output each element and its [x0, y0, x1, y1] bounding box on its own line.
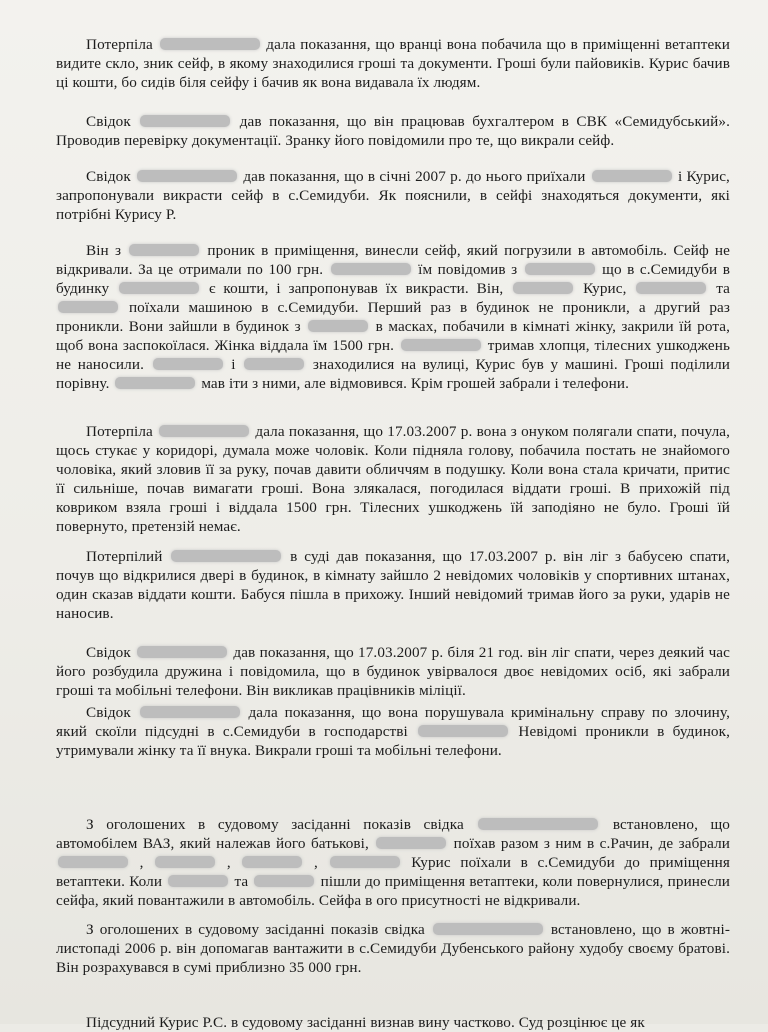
redacted-name: [330, 856, 400, 868]
paragraph-witness-safe: [56, 167, 730, 224]
redacted-name: [160, 38, 260, 50]
text-segment: Підсудний Курис Р.С. в судовому засіданні визнав вину частково. Суд розцінює це як: [86, 1014, 645, 1032]
redacted-name: [592, 170, 672, 182]
text-segment: та: [234, 873, 249, 891]
paragraph-victim-grandson: [56, 547, 730, 623]
text-segment: Свідок: [86, 644, 131, 662]
redacted-name: [308, 320, 368, 332]
text-segment: Потерпіла: [86, 36, 153, 54]
text-segment: З оголошених в судовому засіданні показів свідка: [86, 816, 464, 834]
text-segment: проник в приміщення, винесли сейф, який погрузили в автомобіль. Сейф не відкривали. За це отримали по 100 грн.: [56, 242, 730, 279]
redacted-name: [525, 263, 595, 275]
redacted-name: [331, 263, 411, 275]
text-segment: мав іти з ними, але відмовився. Крім грошей забрали і телефони.: [201, 375, 629, 393]
text-segment: Невідомі проникли в будинок, утримували жінку та її внука. Викрали гроші та мобільні телефони.: [56, 723, 730, 760]
redacted-name: [418, 725, 508, 737]
redacted-name: [159, 425, 249, 437]
text-segment: З оголошених в судовому засіданні показів свідка: [86, 921, 425, 939]
text-segment: Потерпіла: [86, 423, 153, 441]
redacted-name: [513, 282, 573, 294]
text-segment: ,: [139, 854, 144, 872]
redacted-name: [376, 837, 446, 849]
text-segment: та: [716, 280, 730, 298]
text-segment: поїхали машиною в с.Семидуби. Перший раз в будинок не проникли, а другий раз проникли. Вони зайшли в будинок з: [56, 299, 730, 336]
redacted-name: [140, 706, 240, 718]
redacted-name: [636, 282, 706, 294]
redacted-name: [58, 856, 128, 868]
text-segment: Він з: [86, 242, 122, 260]
text-segment: Потерпілий: [86, 548, 163, 566]
text-segment: дав показання, що в січні 2007 р. до нього приїхали: [243, 168, 586, 186]
text-segment: що в с.Семидуби в будинку: [56, 261, 730, 298]
redacted-name: [401, 339, 481, 351]
text-segment: тримав хлопця, тілесних ушкоджень не наносили.: [56, 337, 731, 374]
redacted-name: [242, 856, 302, 868]
redacted-name: [140, 115, 230, 127]
text-segment: дала показання, що 17.03.2007 р. вона з онуком полягали спати, почула, щось стукає у коридорі, думала може чоловік. Коли підняла голову, побачила постать не знайомого чоловіка, який зловив її за руку, почав давити обличчям в подушку. Коли вона стала кричати, притис її сильніше, почав вимагати гроші. Вона злякалася, погодилася віддати гроші. В прихожій під ковриком взяла гроші і віддала 1500 грн. Тілесних ушкоджень їй заподіяно не було. Гроші їй повернуто, претензій немає.: [56, 423, 730, 536]
text-segment: Свідок: [86, 704, 131, 722]
redacted-name: [58, 301, 118, 313]
redacted-name: [119, 282, 199, 294]
redacted-name: [433, 923, 543, 935]
paragraph-witness-husband: [56, 643, 730, 700]
redacted-name: [244, 358, 304, 370]
paragraph-witness-investigator: [56, 703, 730, 760]
redacted-name: [168, 875, 228, 887]
redacted-name: [478, 818, 598, 830]
text-segment: ,: [314, 854, 318, 872]
text-segment: знаходилися на вулиці, Курис був у машині. Гроші поділили порівну.: [56, 356, 730, 393]
text-segment: ,: [226, 854, 231, 872]
redacted-name: [137, 646, 227, 658]
redacted-name: [155, 856, 215, 868]
paragraph-defendant-account: [56, 241, 730, 393]
redacted-name: [129, 244, 199, 256]
text-segment: дав показання, що він працював бухгалтером в СВК «Семидубський». Проводив перевірку документації. Зранку його повідомили про те, що викрали сейф.: [56, 113, 730, 150]
text-segment: Свідок: [86, 168, 131, 186]
text-segment: встановлено, що в жовтні-листопаді 2006 р. він допомагав вантажити в с.Семидуби Дубенського району худобу своєму братові. Він розрахувався в сумі приблизно 35 000 грн.: [56, 921, 730, 977]
text-segment: і Курис, запропонували викрасти сейф в с.Семидуби. Як пояснили, в сейфі знаходяться документи, які потрібні Курису Р.: [56, 168, 730, 224]
text-segment: Свідок: [86, 113, 131, 131]
text-segment: пішли до приміщення ветаптеки, коли повернулися, принесли сейфа, який повантажили в автомобіль. Сейфа в ого присутності не відкривали.: [56, 873, 730, 910]
text-segment: поїхав разом з ним в с.Рачин, де забрали: [453, 835, 730, 853]
text-segment: Курис поїхали в с.Семидуби до приміщення ветаптеки. Коли: [56, 854, 730, 891]
text-segment: дала показання, що вранці вона побачила що в приміщенні ветаптеки видите скло, зник сейф, в якому знаходилися гроші та документи. Гроші були пайовиків. Курис бачив ці кошти, бо сидів біля сейфу і бачив як вона видавала їх людям.: [56, 36, 730, 92]
text-segment: дав показання, що 17.03.2007 р. біля 21 год. він ліг спати, через деякий час його розбудила дружина і повідомила, що в будинок увірвалося двоє невідомих осіб, які забрали гроші та мобільні телефони. Він викликав працівників міліції.: [56, 644, 730, 700]
paragraph-read-testimony-2: [56, 920, 730, 977]
paragraph-defendant-plea: [56, 1013, 730, 1032]
text-segment: Курис,: [583, 280, 627, 298]
text-segment: є кошти, і запропонував їх викрасти. Він,: [208, 280, 504, 298]
redacted-name: [115, 377, 195, 389]
redacted-name: [171, 550, 281, 562]
text-segment: в суді дав показання, що 17.03.2007 р. він ліг з бабусею спати, почув що відкрилися двері в будинок, в кімнату зайшло 2 невідомих чоловіків у спортивних штанах, один сказав віддати кошти. Бабуся пішла в прихожу. Інший невідомий тримав його за руки, ударів не наносив.: [56, 548, 731, 623]
paragraph-victim-2: [56, 422, 730, 536]
redacted-name: [254, 875, 314, 887]
paragraph-witness-accountant: [56, 112, 730, 150]
paragraph-victim-1: [56, 35, 730, 92]
text-segment: їм повідомив з: [418, 261, 518, 279]
text-segment: в масках, побачили в кімнаті жінку, закрили їй рота, щоб вона заспокоїлася. Жінка віддала їм 1500 грн.: [56, 318, 730, 355]
text-segment: встановлено, що автомобілем ВАЗ, який належав його батькові,: [56, 816, 730, 853]
text-segment: і: [231, 356, 236, 374]
text-segment: дала показання, що вона порушувала кримінальну справу по злочину, який скоїли підсудні в с.Семидуби в господарстві: [56, 704, 730, 741]
redacted-name: [137, 170, 237, 182]
redacted-name: [153, 358, 223, 370]
paragraph-read-testimony-1: [56, 815, 730, 910]
